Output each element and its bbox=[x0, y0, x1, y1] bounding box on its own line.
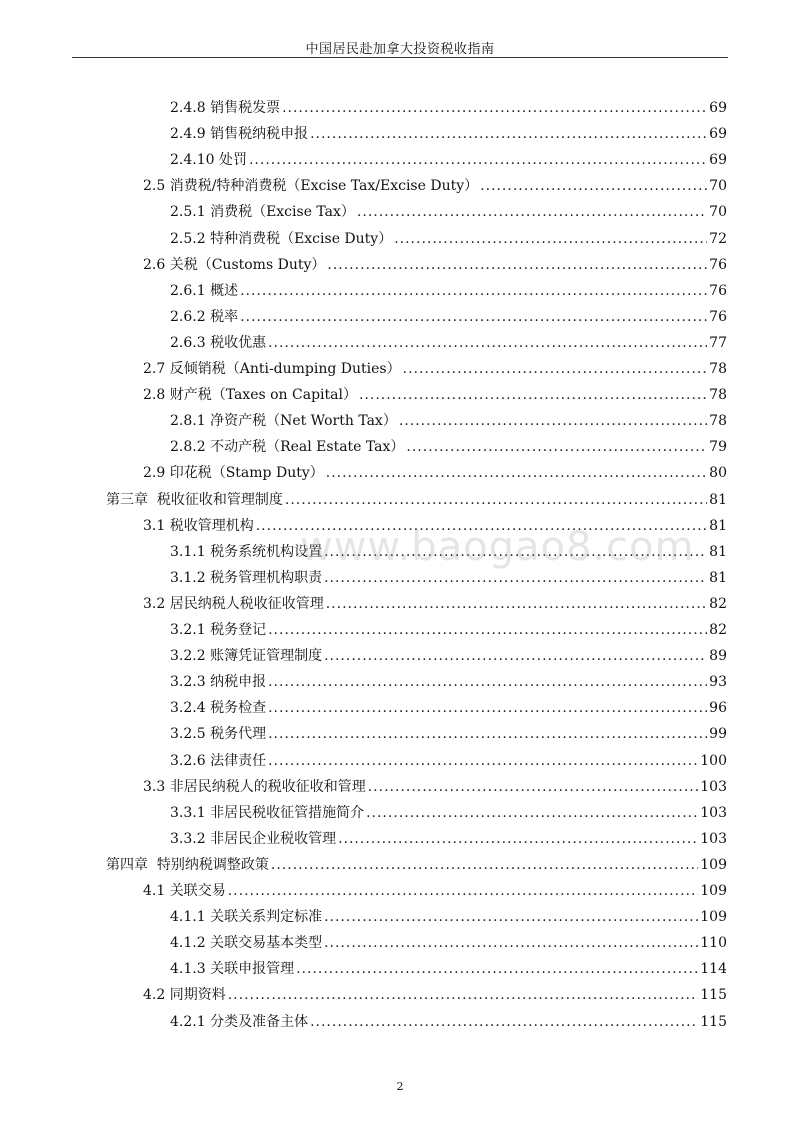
toc-entry-label: 2.8 财产税（Taxes on Capital） bbox=[143, 387, 357, 403]
toc-entry-page-number: 78 bbox=[709, 413, 727, 429]
toc-dot-leader bbox=[268, 722, 707, 746]
toc-dot-leader bbox=[324, 644, 707, 668]
toc-dot-leader bbox=[249, 148, 707, 172]
toc-dot-leader bbox=[338, 827, 698, 851]
toc-entry-label: 2.8.1 净资产税（Net Worth Tax） bbox=[170, 413, 397, 429]
toc-entry[interactable] bbox=[170, 749, 727, 773]
toc-entry-label: 4.1.2 关联交易基本类型 bbox=[170, 935, 323, 951]
toc-entry-page-number: 69 bbox=[709, 126, 727, 142]
toc-dot-leader bbox=[324, 905, 698, 929]
toc-entry-label: 2.6.1 概述 bbox=[170, 283, 239, 299]
toc-entry-label: 2.4.9 销售税纳税申报 bbox=[170, 126, 309, 142]
toc-entry-label: 2.5 消费税/特种消费税（Excise Tax/Excise Duty） bbox=[143, 178, 479, 194]
toc-entry-page-number: 110 bbox=[700, 935, 727, 951]
toc-entry-page-number: 82 bbox=[709, 622, 727, 638]
toc-entry-label: 3.2.1 税务登记 bbox=[170, 622, 267, 638]
toc-dot-leader bbox=[268, 696, 707, 720]
toc-entry-label: 2.6.2 税率 bbox=[170, 309, 239, 325]
toc-entry-page-number: 69 bbox=[709, 152, 727, 168]
toc-entry-label: 2.4.8 销售税发票 bbox=[170, 100, 281, 116]
toc-entry-page-number: 69 bbox=[709, 100, 727, 116]
toc-entry-page-number: 109 bbox=[700, 883, 727, 899]
toc-dot-leader bbox=[403, 357, 708, 381]
toc-dot-leader bbox=[296, 957, 698, 981]
toc-dot-leader bbox=[399, 409, 707, 433]
toc-entry-label: 2.7 反倾销税（Anti-dumping Duties） bbox=[143, 361, 401, 377]
toc-entry-label: 4.2 同期资料 bbox=[143, 987, 226, 1003]
toc-dot-leader bbox=[228, 879, 699, 903]
toc-entry[interactable] bbox=[143, 461, 727, 485]
toc-entry[interactable] bbox=[170, 435, 727, 459]
toc-entry-page-number: 115 bbox=[700, 1014, 727, 1030]
toc-dot-leader bbox=[368, 775, 699, 799]
toc-dot-leader bbox=[268, 749, 698, 773]
watermark-text: www.baogao8.com bbox=[300, 524, 695, 570]
toc-entry-label: 第三章 税收征收和管理制度 bbox=[106, 492, 283, 508]
toc-entry[interactable] bbox=[143, 592, 727, 616]
toc-entry-page-number: 103 bbox=[700, 779, 727, 795]
toc-dot-leader bbox=[324, 931, 698, 955]
toc-entry[interactable] bbox=[170, 618, 727, 642]
toc-entry-label: 2.9 印花税（Stamp Duty） bbox=[143, 465, 324, 481]
toc-entry-label: 4.1.1 关联关系判定标准 bbox=[170, 909, 323, 925]
toc-entry-page-number: 82 bbox=[709, 596, 727, 612]
toc-dot-leader bbox=[359, 383, 707, 407]
toc-entry-page-number: 115 bbox=[700, 987, 727, 1003]
toc-entry-label: 2.4.10 处罚 bbox=[170, 152, 247, 168]
toc-entry[interactable] bbox=[170, 670, 727, 694]
toc-entry-label: 3.1.1 税务系统机构设置 bbox=[170, 544, 323, 560]
toc-dot-leader bbox=[326, 592, 707, 616]
toc-entry-label: 2.8.2 不动产税（Real Estate Tax） bbox=[170, 439, 405, 455]
toc-dot-leader bbox=[271, 853, 698, 877]
toc-entry[interactable] bbox=[143, 174, 727, 198]
toc-entry-page-number: 70 bbox=[709, 178, 727, 194]
toc-entry-label: 3.2.3 纳税申报 bbox=[170, 674, 267, 690]
toc-entry-page-number: 78 bbox=[709, 361, 727, 377]
toc-entry[interactable] bbox=[170, 279, 727, 303]
toc-entry-page-number: 109 bbox=[700, 857, 727, 873]
toc-entry-label: 3.3.2 非居民企业税收管理 bbox=[170, 831, 337, 847]
toc-dot-leader bbox=[240, 305, 707, 329]
toc-entry-page-number: 70 bbox=[709, 204, 727, 220]
toc-dot-leader bbox=[327, 253, 707, 277]
toc-entry[interactable] bbox=[106, 488, 727, 512]
toc-dot-leader bbox=[326, 461, 707, 485]
toc-dot-leader bbox=[240, 279, 707, 303]
toc-entry[interactable] bbox=[170, 122, 727, 146]
toc-entry-label: 4.1.3 关联申报管理 bbox=[170, 961, 295, 977]
running-header-title: 中国居民赴加拿大投资税收指南 bbox=[305, 42, 495, 57]
toc-dot-leader bbox=[480, 174, 707, 198]
header-divider bbox=[72, 57, 728, 58]
toc-entry-label: 2.5.1 消费税（Excise Tax） bbox=[170, 204, 355, 220]
toc-dot-leader bbox=[406, 435, 707, 459]
toc-entry-page-number: 99 bbox=[709, 726, 727, 742]
toc-entry[interactable] bbox=[143, 357, 727, 381]
toc-entry-page-number: 76 bbox=[709, 309, 727, 325]
toc-dot-leader bbox=[268, 331, 707, 355]
toc-dot-leader bbox=[228, 983, 699, 1007]
page-number: 2 bbox=[396, 1080, 404, 1093]
toc-entry-page-number: 76 bbox=[709, 257, 727, 273]
toc-entry-label: 3.2.6 法律责任 bbox=[170, 753, 267, 769]
toc-entry-page-number: 93 bbox=[709, 674, 727, 690]
toc-entry-label: 2.6 关税（Customs Duty） bbox=[143, 257, 326, 273]
toc-dot-leader bbox=[394, 227, 707, 251]
toc-entry[interactable] bbox=[170, 96, 727, 120]
toc-entry[interactable] bbox=[143, 879, 727, 903]
toc-dot-leader bbox=[357, 200, 707, 224]
toc-entry[interactable] bbox=[170, 957, 727, 981]
toc-entry-label: 3.3.1 非居民税收征管措施简介 bbox=[170, 805, 365, 821]
toc-entry[interactable] bbox=[170, 905, 727, 929]
toc-entry[interactable] bbox=[170, 696, 727, 720]
toc-entry[interactable] bbox=[143, 383, 727, 407]
toc-entry-page-number: 89 bbox=[709, 648, 727, 664]
toc-entry[interactable] bbox=[170, 331, 727, 355]
toc-entry[interactable] bbox=[170, 305, 727, 329]
toc-entry-page-number: 72 bbox=[709, 231, 727, 247]
toc-entry[interactable] bbox=[143, 775, 727, 799]
toc-entry[interactable] bbox=[143, 983, 727, 1007]
toc-entry-page-number: 81 bbox=[709, 570, 727, 586]
toc-entry[interactable] bbox=[170, 722, 727, 746]
toc-entry-label: 4.1 关联交易 bbox=[143, 883, 226, 899]
toc-entry[interactable] bbox=[143, 253, 727, 277]
toc-entry-label: 3.1 税收管理机构 bbox=[143, 518, 254, 534]
toc-entry-page-number: 96 bbox=[709, 700, 727, 716]
toc-dot-leader bbox=[366, 801, 698, 825]
toc-entry-page-number: 103 bbox=[700, 831, 727, 847]
toc-entry[interactable] bbox=[170, 644, 727, 668]
toc-entry-page-number: 81 bbox=[709, 544, 727, 560]
toc-entry-page-number: 81 bbox=[709, 518, 727, 534]
toc-entry[interactable] bbox=[170, 827, 727, 851]
toc-entry[interactable] bbox=[170, 227, 727, 251]
toc-entry-label: 3.2.4 税务检查 bbox=[170, 700, 267, 716]
toc-dot-leader bbox=[268, 618, 707, 642]
toc-entry[interactable] bbox=[170, 409, 727, 433]
toc-entry[interactable] bbox=[170, 801, 727, 825]
toc-entry-label: 2.5.2 特种消费税（Excise Duty） bbox=[170, 231, 393, 247]
toc-entry-page-number: 109 bbox=[700, 909, 727, 925]
toc-entry-label: 3.2.2 账簿凭证管理制度 bbox=[170, 648, 323, 664]
toc-entry-page-number: 79 bbox=[709, 439, 727, 455]
toc-entry-page-number: 78 bbox=[709, 387, 727, 403]
toc-dot-leader bbox=[282, 96, 707, 120]
toc-entry-label: 4.2.1 分类及准备主体 bbox=[170, 1014, 309, 1030]
toc-entry-page-number: 77 bbox=[709, 335, 727, 351]
toc-entry-label: 第四章 特别纳税调整政策 bbox=[106, 857, 269, 873]
toc-dot-leader bbox=[268, 670, 707, 694]
toc-entry-page-number: 103 bbox=[700, 805, 727, 821]
toc-entry-label: 2.6.3 税收优惠 bbox=[170, 335, 267, 351]
toc-entry[interactable] bbox=[170, 200, 727, 224]
toc-dot-leader bbox=[310, 122, 707, 146]
toc-entry[interactable] bbox=[170, 148, 727, 172]
toc-entry-page-number: 81 bbox=[709, 492, 727, 508]
toc-entry[interactable] bbox=[106, 853, 727, 877]
toc-entry-label: 3.1.2 税务管理机构职责 bbox=[170, 570, 323, 586]
toc-entry-label: 3.3 非居民纳税人的税收征收和管理 bbox=[143, 779, 366, 795]
toc-entry-label: 3.2.5 税务代理 bbox=[170, 726, 267, 742]
toc-entry[interactable] bbox=[170, 931, 727, 955]
toc-dot-leader bbox=[310, 1010, 698, 1034]
toc-entry-label: 3.2 居民纳税人税收征收管理 bbox=[143, 596, 324, 612]
toc-entry[interactable] bbox=[170, 1010, 727, 1034]
toc-entry-page-number: 76 bbox=[709, 283, 727, 299]
toc-entry-page-number: 80 bbox=[709, 465, 727, 481]
toc-entry-page-number: 100 bbox=[700, 753, 727, 769]
toc-entry-page-number: 114 bbox=[700, 961, 727, 977]
toc-dot-leader bbox=[285, 488, 707, 512]
